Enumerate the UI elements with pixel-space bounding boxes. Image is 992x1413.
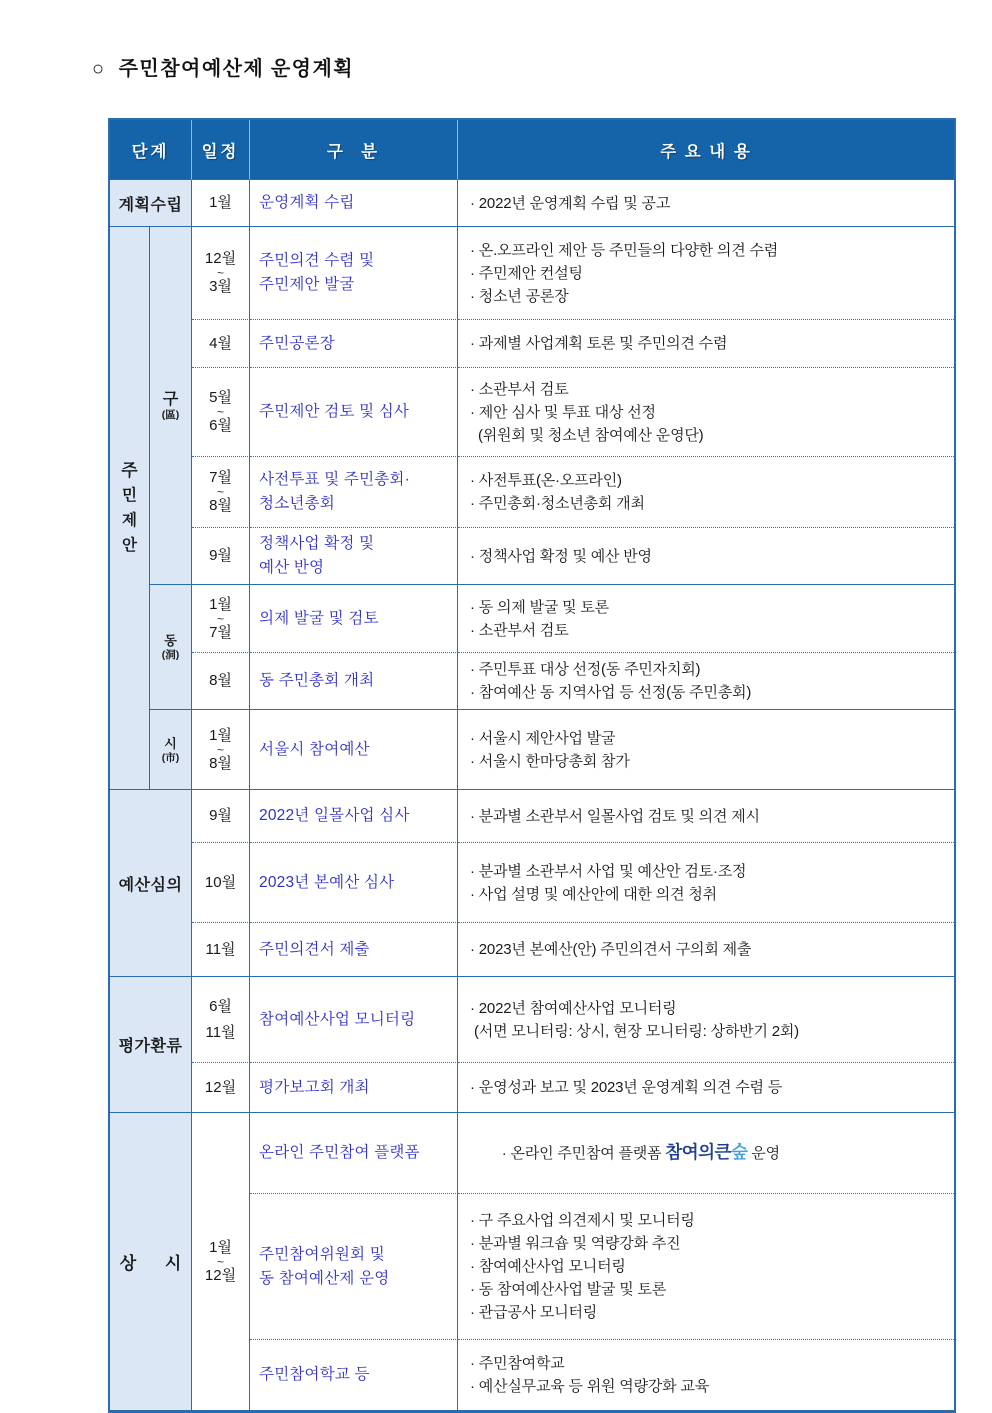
content-cell: · 구 주요사업 의견제시 및 모니터링 · 분과별 워크숍 및 역량강화 추진 · 참여예산사업 모니터링 · 동 참여예산사업 발굴 및 토론 · 관급공사 모니터링: [458, 1194, 954, 1340]
category-cell: 주민의견 수렴 및 주민제안 발굴: [250, 227, 458, 320]
stage-proposal: 주 민 제 안: [110, 227, 150, 790]
content-cell: · 분과별 소관부서 일몰사업 검토 및 의견 제시: [458, 790, 954, 843]
row-ss1: [110, 1113, 954, 1194]
operation-plan-table: [108, 118, 956, 1413]
content-cell: · 운영성과 보고 및 2023년 운영계획 의견 수렴 등: [458, 1063, 954, 1113]
chamyeo-forest-logo: [665, 1142, 747, 1162]
platform-line-post: 운영: [747, 1145, 780, 1162]
content-cell: · 2022년 운영계획 수립 및 공고: [458, 180, 954, 227]
month-cell: 1월 ~ 12월: [192, 1113, 250, 1411]
row-p1: [110, 977, 954, 1063]
platform-line-pre: · 온라인 주민참여 플랫폼: [501, 1145, 666, 1162]
category-cell: 2022년 일몰사업 심사: [250, 790, 458, 843]
row-g5: [110, 528, 954, 585]
row-d2: [110, 653, 954, 710]
row-g3: [110, 368, 954, 457]
month-cell: 10월: [192, 843, 250, 923]
content-cell: · 2023년 본예산(안) 주민의견서 구의회 제출: [458, 923, 954, 977]
content-cell: · 분과별 소관부서 사업 및 예산안 검토·조정 · 사업 설명 및 예산안에 대한 의견 청취: [458, 843, 954, 923]
content-cell: · 온.오프라인 제안 등 주민들의 다양한 의견 수렴 · 주민제안 컨설팅 · 청소년 공론장: [458, 227, 954, 320]
category-cell: 주민제안 검토 및 심사: [250, 368, 458, 457]
content-cell: · 2022년 참여예산사업 모니터링 (서면 모니터링: 상시, 현장 모니터링: 상하반기 2회): [458, 977, 954, 1063]
category-cell: 주민의견서 제출: [250, 923, 458, 977]
month-cell: 12월 ~ 3월: [192, 227, 250, 320]
month-cell: 6월 11월: [192, 977, 250, 1063]
content-cell: · 주민참여학교 · 예산실무교육 등 위원 역량강화 교육: [458, 1340, 954, 1411]
stage-pyeong: 평가환류: [110, 977, 192, 1113]
month-cell: 7월 ~ 8월: [192, 457, 250, 528]
category-cell: 주민참여학교 등: [250, 1340, 458, 1411]
month-cell: 11월: [192, 923, 250, 977]
content-cell: · 서울시 제안사업 발굴 · 서울시 한마당총회 참가: [458, 710, 954, 790]
category-cell: 온라인 주민참여 플랫폼: [250, 1113, 458, 1194]
content-cell-platform: [458, 1113, 954, 1194]
category-cell: 동 주민총회 개최: [250, 653, 458, 710]
row-plan: [110, 180, 954, 227]
substage-gu-hanja: (區): [161, 408, 180, 421]
substage-si-hanja: (市): [161, 751, 180, 764]
month-cell: 1월 ~ 7월: [192, 585, 250, 653]
substage-dong: [150, 585, 192, 710]
stage-sangsi: 상 시: [110, 1113, 192, 1411]
row-y3: [110, 923, 954, 977]
month-cell: 9월: [192, 790, 250, 843]
row-p2: [110, 1063, 954, 1113]
category-cell: 서울시 참여예산: [250, 710, 458, 790]
substage-si: [150, 710, 192, 790]
category-cell: 사전투표 및 주민총회· 청소년총회: [250, 457, 458, 528]
category-cell: 주민공론장: [250, 320, 458, 368]
stage-yesan: 예산심의: [110, 790, 192, 977]
substage-dong-hanja: (洞): [161, 649, 180, 661]
content-cell: · 주민투표 대상 선정(동 주민자치회) · 참여예산 동 지역사업 등 선정(동 주민총회): [458, 653, 954, 710]
header-category: 구 분: [250, 120, 458, 180]
stage-plan: 계획수립: [110, 180, 192, 227]
logo-text-main: 참여의큰: [665, 1142, 731, 1162]
row-g4: [110, 457, 954, 528]
substage-si-label: 시: [164, 735, 177, 751]
category-cell: 주민참여위원회 및 동 참여예산제 운영: [250, 1194, 458, 1340]
header-content: 주 요 내 용: [458, 120, 954, 180]
content-cell: · 사전투표(온·오프라인) · 주민총회·청소년총회 개최: [458, 457, 954, 528]
substage-dong-label: 동: [164, 633, 177, 648]
month-cell: 1월 ~ 8월: [192, 710, 250, 790]
row-y2: [110, 843, 954, 923]
content-cell: · 정책사업 확정 및 예산 반영: [458, 528, 954, 585]
substage-gu: [150, 227, 192, 585]
row-g2: [110, 320, 954, 368]
header-row: [110, 120, 954, 180]
category-cell: 정책사업 확정 및 예산 반영: [250, 528, 458, 585]
header-schedule: 일정: [192, 120, 250, 180]
page-title: ○ 주민참여예산제 운영계획: [92, 58, 355, 80]
month-cell: 5월 ~ 6월: [192, 368, 250, 457]
row-g1: [110, 227, 954, 320]
category-cell: 평가보고회 개최: [250, 1063, 458, 1113]
month-cell: 8월: [192, 653, 250, 710]
month-cell: 1월: [192, 180, 250, 227]
substage-gu-label: 구: [162, 390, 179, 408]
content-cell: · 과제별 사업계획 토론 및 주민의견 수렴: [458, 320, 954, 368]
content-cell: · 소관부서 검토 · 제안 심사 및 투표 대상 선정 (위원회 및 청소년 참여예산 운영단): [458, 368, 954, 457]
header-stage: 단계: [110, 120, 192, 180]
row-d1: [110, 585, 954, 653]
category-cell: 운영계획 수립: [250, 180, 458, 227]
month-cell: 4월: [192, 320, 250, 368]
category-cell: 참여예산사업 모니터링: [250, 977, 458, 1063]
category-cell: 2023년 본예산 심사: [250, 843, 458, 923]
category-cell: 의제 발굴 및 검토: [250, 585, 458, 653]
row-s1: [110, 710, 954, 790]
month-cell: 12월: [192, 1063, 250, 1113]
logo-text-last: 숲: [730, 1142, 748, 1162]
month-cell: 9월: [192, 528, 250, 585]
content-cell: · 동 의제 발굴 및 토론 · 소관부서 검토: [458, 585, 954, 653]
row-y1: [110, 790, 954, 843]
